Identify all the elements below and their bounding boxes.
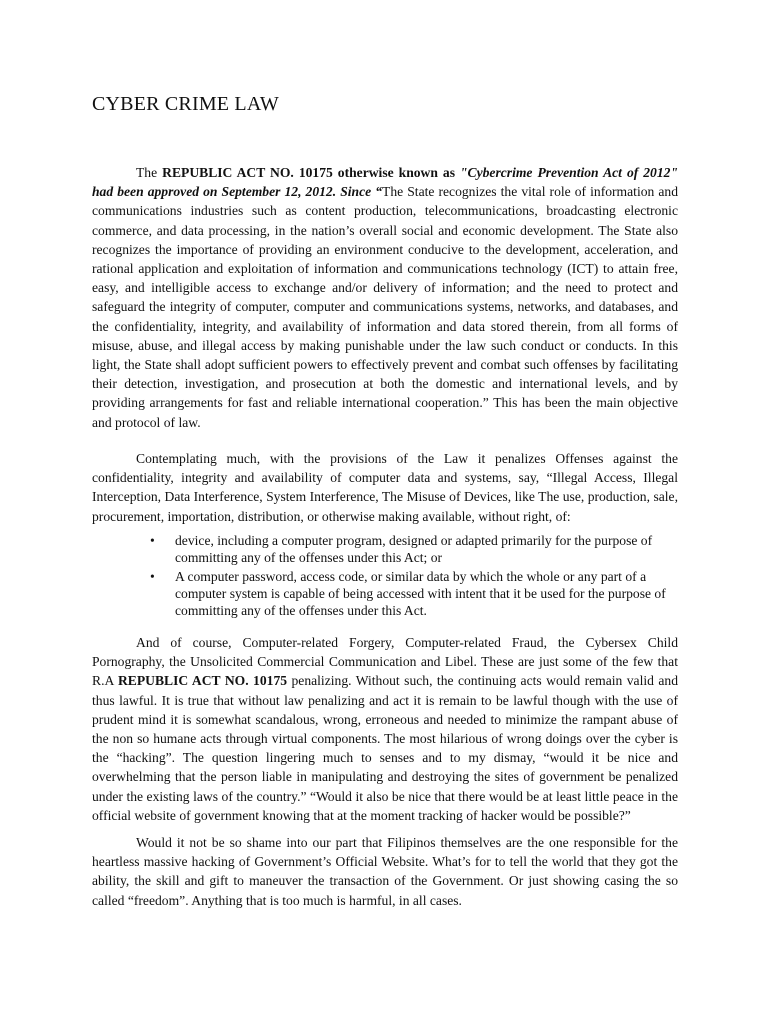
hacking-act-name: REPUBLIC ACT NO. 10175: [117, 673, 288, 689]
intro-quote: The State recognizes the vital role of information and communications industries such as content production, telecommunications, broadcasting electronic commerce, and data processing, in the nation’s overall social and economic development. The State also recognizes the importance of providing an environment conducive to the development, acceleration, and rational application and exploitation of information and communications technology (ICT) to attain free, easy, and intelligible access to exchange and/or delivery of information; and the need to protect and safeguard the integrity of computer, computer and communications systems, networks, and databases, and the confidentiality, integrity, and availability of information and data stored therein, from all forms of misuse, abuse, and illegal access by making punishable under the law such conduct or conducts. In this light, the State shall adopt sufficient powers to effectively prevent and combat such offenses by facilitating their detection, investigation, and prosecution at both the domestic and international levels, and by providing arrangements for fast and reliable international cooperation.” This has been the main objective and protocol of law.: [92, 184, 679, 430]
bullet-text: A computer password, access code, or similar data by which the whole or any part of a computer system is capable of being accessed with intent that it be used for the purpose of committing any of the offenses under this Act.: [175, 569, 666, 618]
document-title: CYBER CRIME LAW: [92, 93, 279, 115]
paragraph-hacking: [92, 633, 678, 825]
paragraph-intro: [92, 163, 678, 432]
intro-act-name: REPUBLIC ACT NO. 10175 otherwise known as: [162, 165, 460, 180]
intro-lead: The: [136, 165, 163, 180]
hacking-body: penalizing. Without such, the continuing acts would remain valid and thus lawful. It is true that without law penalizing and act it is remain to be lawful though with the use of prudent mind it is somewhat scandalous, wrong, erroneous and needed to minimize the rampant abuse of the non so humane acts through virtual components. The most hilarious of wrong doings over the cyber is the “hacking”. The question lingering much to senses and to my dismay, “would it be nice and overwhelming that the person liable in manipulating and destroying the sites of government be penalized under the existing laws of the country.” “Would it also be nice that there would be at least little peace in the official website of government knowing that at the moment tracking of hacker would be possible?”: [92, 673, 679, 823]
paragraph-offenses: Contemplating much, with the provisions of the Law it penalizes Offenses against the confidentiality, integrity and availability of computer data and systems, say, “Illegal Access, Illegal Interception, Data Interference, System Interference, The Misuse of Devices, like The use, production, sale, procurement, importation, distribution, or otherwise making available, without right, of:: [92, 451, 678, 524]
paragraph-conclusion: Would it not be so shame into our part that Filipinos themselves are the one responsible for the heartless massive hacking of Government’s Official Website. What’s for to tell the world that they got the ability, the skill and gift to maneuver the transaction of the Government. Or just showing casing the so called “freedom”. Anything that is too much is harmful, in all cases.: [92, 835, 678, 908]
offense-bullet-list: [134, 532, 678, 621]
bullet-text: device, including a computer program, designed or adapted primarily for the purpose of committing any of the offenses under this Act; or: [175, 533, 653, 565]
bullet-icon: •: [150, 533, 155, 548]
bullet-icon: •: [150, 569, 155, 584]
list-item: [134, 568, 678, 619]
hacking-lead: And of course, Computer-related Forgery, Computer-related Fraud, the Cybersex Child Pornography, the Unsolicited Commercial Communication and Libel. These are just some of the few that R.A: [92, 635, 678, 689]
intro-act-title: "Cybercrime Prevention Act of 2012" had been approved on September 12, 2012. Since “: [92, 165, 678, 200]
list-item: [134, 532, 678, 566]
